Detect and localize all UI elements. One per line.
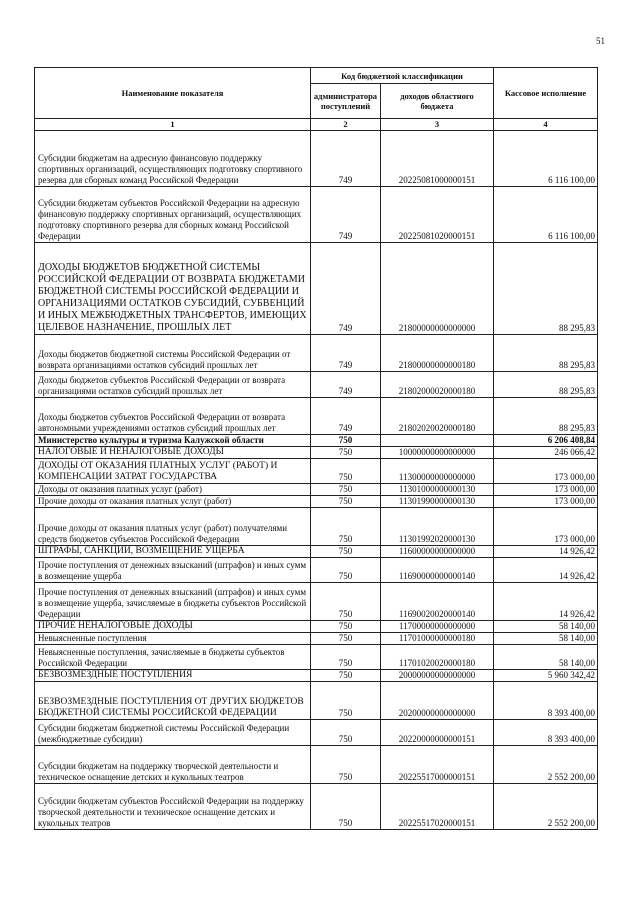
row-admin: 749 xyxy=(311,398,381,435)
table-row xyxy=(35,670,598,682)
row-value: 6 116 100,00 xyxy=(494,131,598,187)
row-code: 11600000000000000 xyxy=(381,546,494,558)
table-row xyxy=(35,372,598,398)
row-admin: 750 xyxy=(311,447,381,459)
row-value: 8 393 400,00 xyxy=(494,720,598,746)
row-value: 14 926,42 xyxy=(494,583,598,621)
index-col-3: 3 xyxy=(381,119,494,131)
header-name: Наименование показателя xyxy=(35,68,311,119)
table-row xyxy=(35,496,598,508)
row-admin: 749 xyxy=(311,335,381,372)
row-admin: 750 xyxy=(311,583,381,621)
table-row xyxy=(35,633,598,645)
row-admin: 750 xyxy=(311,484,381,496)
row-value: 2 552 200,00 xyxy=(494,784,598,830)
row-value: 6 116 100,00 xyxy=(494,187,598,243)
row-value: 246 066,42 xyxy=(494,447,598,459)
row-admin: 750 xyxy=(311,682,381,720)
row-code: 20225517020000151 xyxy=(381,784,494,830)
row-name: ПРОЧИЕ НЕНАЛОГОВЫЕ ДОХОДЫ xyxy=(35,621,311,633)
row-value: 58 140,00 xyxy=(494,633,598,645)
index-col-4: 4 xyxy=(494,119,598,131)
row-name: Доходы бюджетов субъектов Российской Федерации от возврата организациями остатков субсидий прошлых лет xyxy=(35,372,311,398)
row-name: Субсидии бюджетам на адресную финансовую поддержку спортивных организаций, осуществляющих подготовку спортивного резерва для сборных команд Российской Федерации xyxy=(35,131,311,187)
row-code: 11300000000000000 xyxy=(381,459,494,484)
row-code: 21800000000000000 xyxy=(381,243,494,335)
row-admin: 749 xyxy=(311,372,381,398)
table-row xyxy=(35,447,598,459)
row-code: 11690020020000140 xyxy=(381,583,494,621)
table-row xyxy=(35,621,598,633)
row-value: 173 000,00 xyxy=(494,496,598,508)
table-row xyxy=(35,583,598,621)
row-name: Субсидии бюджетам субъектов Российской Федерации на поддержку творческой деятельности и техническое оснащение детских и кукольных театров xyxy=(35,784,311,830)
table-row xyxy=(35,645,598,670)
row-value: 173 000,00 xyxy=(494,508,598,546)
page-number: 51 xyxy=(596,36,605,46)
table-row xyxy=(35,784,598,830)
row-admin: 749 xyxy=(311,131,381,187)
row-name: Прочие доходы от оказания платных услуг (работ) получателями средств бюджетов субъектов Российской Федерации xyxy=(35,508,311,546)
row-name: Прочие поступления от денежных взысканий (штрафов) и иных сумм в возмещение ущерба, зачисляемые в бюджеты субъектов Российской Федерации xyxy=(35,583,311,621)
row-value: 8 393 400,00 xyxy=(494,682,598,720)
row-admin: 749 xyxy=(311,243,381,335)
table-row xyxy=(35,435,598,447)
budget-table xyxy=(34,67,598,830)
row-admin: 750 xyxy=(311,508,381,546)
header-code-group: Код бюджетной классификации xyxy=(311,68,494,84)
row-admin: 750 xyxy=(311,435,381,447)
row-name: Министерство культуры и туризма Калужской области xyxy=(35,435,311,447)
row-admin: 750 xyxy=(311,546,381,558)
row-value: 14 926,42 xyxy=(494,558,598,583)
row-admin: 750 xyxy=(311,670,381,682)
row-code xyxy=(381,435,494,447)
row-admin: 750 xyxy=(311,459,381,484)
header-income-code: доходов областного бюджета xyxy=(381,84,494,119)
row-code: 21800000000000180 xyxy=(381,335,494,372)
table-row xyxy=(35,746,598,784)
table-row xyxy=(35,546,598,558)
row-name: Доходы бюджетов субъектов Российской Федерации от возврата автономными учреждениями остатков субсидий прошлых лет xyxy=(35,398,311,435)
row-name: Прочие поступления от денежных взысканий (штрафов) и иных сумм в возмещение ущерба xyxy=(35,558,311,583)
table-row xyxy=(35,187,598,243)
table-row xyxy=(35,243,598,335)
row-name: Невыясненные поступления, зачисляемые в бюджеты субъектов Российской Федерации xyxy=(35,645,311,670)
row-name: Прочие доходы от оказания платных услуг (работ) xyxy=(35,496,311,508)
row-code: 20000000000000000 xyxy=(381,670,494,682)
row-value: 5 960 342,42 xyxy=(494,670,598,682)
row-value: 58 140,00 xyxy=(494,621,598,633)
row-name: БЕЗВОЗМЕЗДНЫЕ ПОСТУПЛЕНИЯ xyxy=(35,670,311,682)
table-row xyxy=(35,508,598,546)
row-code: 11701020020000180 xyxy=(381,645,494,670)
row-value: 2 552 200,00 xyxy=(494,746,598,784)
row-name: ДОХОДЫ БЮДЖЕТОВ БЮДЖЕТНОЙ СИСТЕМЫ РОССИЙСКОЙ ФЕДЕРАЦИИ ОТ ВОЗВРАТА БЮДЖЕТАМИ БЮДЖЕТНОЙ СИСТЕМЫ РОССИЙСКОЙ ФЕДЕРАЦИИ И ОРГАНИЗАЦИЯМИ ОСТАТКОВ СУБСИДИЙ, СУБВЕНЦИЙ И ИНЫХ МЕЖБЮДЖЕТНЫХ ТРАНСФЕРТОВ, ИМЕЮЩИХ ЦЕЛЕВОЕ НАЗНАЧЕНИЕ, ПРОШЛЫХ ЛЕТ xyxy=(35,243,311,335)
row-code: 11301000000000130 xyxy=(381,484,494,496)
row-value: 88 295,83 xyxy=(494,243,598,335)
row-code: 11301990000000130 xyxy=(381,496,494,508)
row-code: 20200000000000000 xyxy=(381,682,494,720)
row-code: 20225081000000151 xyxy=(381,131,494,187)
index-col-2: 2 xyxy=(311,119,381,131)
index-col-1: 1 xyxy=(35,119,311,131)
row-code: 11690000000000140 xyxy=(381,558,494,583)
table-row xyxy=(35,335,598,372)
row-name: Субсидии бюджетам субъектов Российской Федерации на адресную финансовую поддержку спортивных организаций, осуществляющих подготовку спортивного резерва для сборных команд Российской Федерации xyxy=(35,187,311,243)
row-admin: 750 xyxy=(311,720,381,746)
row-name: Субсидии бюджетам на поддержку творческой деятельности и техническое оснащение детских и кукольных театров xyxy=(35,746,311,784)
table-row xyxy=(35,131,598,187)
row-value: 173 000,00 xyxy=(494,459,598,484)
row-name: Доходы от оказания платных услуг (работ) xyxy=(35,484,311,496)
row-admin: 749 xyxy=(311,187,381,243)
table-row xyxy=(35,398,598,435)
row-name: ШТРАФЫ, САНКЦИИ, ВОЗМЕЩЕНИЕ УЩЕРБА xyxy=(35,546,311,558)
row-name: Субсидии бюджетам бюджетной системы Российской Федерации (межбюджетные субсидии) xyxy=(35,720,311,746)
row-code: 11701000000000180 xyxy=(381,633,494,645)
row-code: 21802020020000180 xyxy=(381,398,494,435)
row-code: 11301992020000130 xyxy=(381,508,494,546)
row-code: 11700000000000000 xyxy=(381,621,494,633)
row-value: 58 140,00 xyxy=(494,645,598,670)
table-row xyxy=(35,484,598,496)
row-value: 173 000,00 xyxy=(494,484,598,496)
row-name: ДОХОДЫ ОТ ОКАЗАНИЯ ПЛАТНЫХ УСЛУГ (РАБОТ) И КОМПЕНСАЦИИ ЗАТРАТ ГОСУДАРСТВА xyxy=(35,459,311,484)
row-admin: 750 xyxy=(311,633,381,645)
row-value: 14 926,42 xyxy=(494,546,598,558)
row-name: БЕЗВОЗМЕЗДНЫЕ ПОСТУПЛЕНИЯ ОТ ДРУГИХ БЮДЖЕТОВ БЮДЖЕТНОЙ СИСТЕМЫ РОССИЙСКОЙ ФЕДЕРАЦИИ xyxy=(35,682,311,720)
row-admin: 750 xyxy=(311,784,381,830)
row-name: Доходы бюджетов бюджетной системы Российской Федерации от возврата организациями остатков субсидий прошлых лет xyxy=(35,335,311,372)
row-code: 21802000020000180 xyxy=(381,372,494,398)
row-admin: 750 xyxy=(311,645,381,670)
header-admin: администратора поступлений xyxy=(311,84,381,119)
header-execution: Кассовое исполнение xyxy=(494,68,598,119)
row-admin: 750 xyxy=(311,621,381,633)
row-value: 88 295,83 xyxy=(494,398,598,435)
row-code: 20220000000000151 xyxy=(381,720,494,746)
row-code: 20225081020000151 xyxy=(381,187,494,243)
table-row xyxy=(35,720,598,746)
row-code: 10000000000000000 xyxy=(381,447,494,459)
row-value: 6 206 408,84 xyxy=(494,435,598,447)
row-name: НАЛОГОВЫЕ И НЕНАЛОГОВЫЕ ДОХОДЫ xyxy=(35,447,311,459)
row-name: Невыясненные поступления xyxy=(35,633,311,645)
row-admin: 750 xyxy=(311,746,381,784)
row-code: 20225517000000151 xyxy=(381,746,494,784)
row-admin: 750 xyxy=(311,558,381,583)
row-admin: 750 xyxy=(311,496,381,508)
table-row xyxy=(35,558,598,583)
table-row xyxy=(35,682,598,720)
row-value: 88 295,83 xyxy=(494,372,598,398)
table-row xyxy=(35,459,598,484)
row-value: 88 295,83 xyxy=(494,335,598,372)
